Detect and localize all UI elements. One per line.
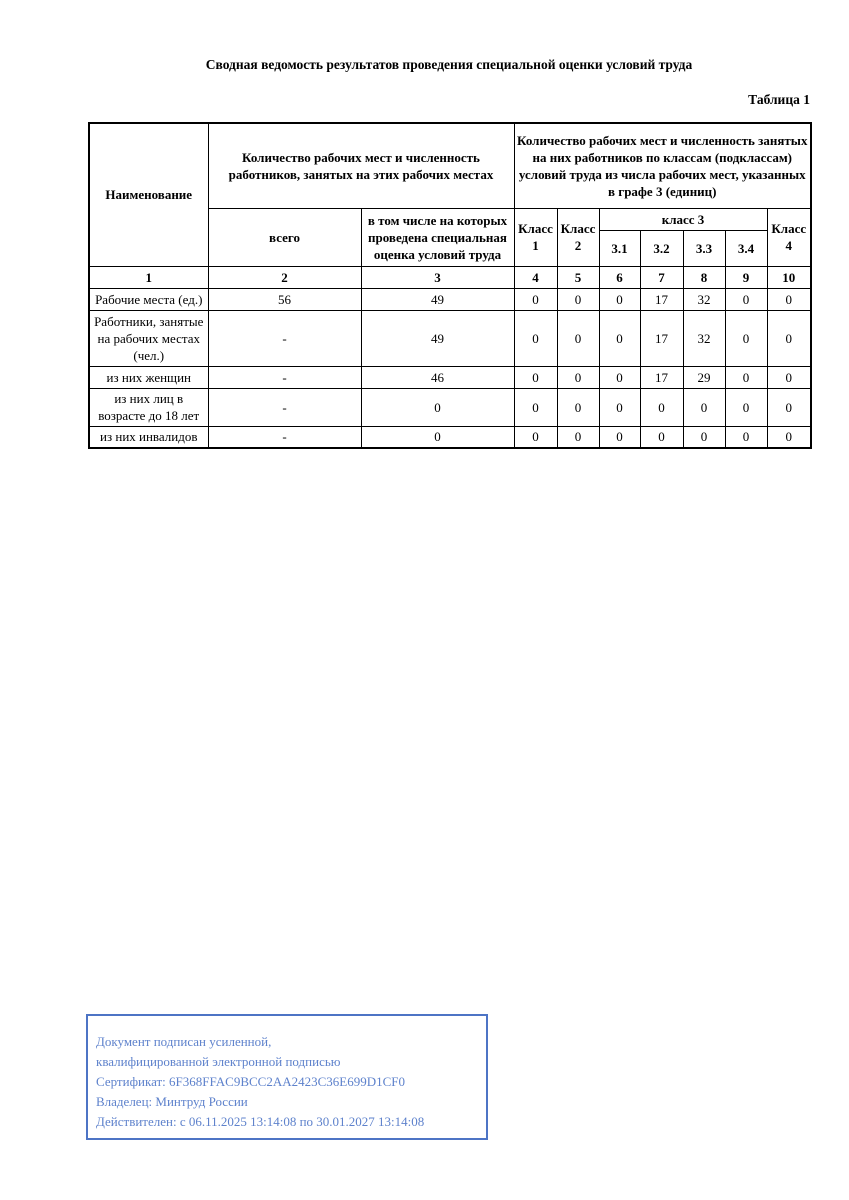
header-group-workplaces: Количество рабочих мест и численность работников, занятых на этих рабочих местах [208,123,514,208]
header-class-1: Класс 1 [514,208,557,266]
document-page [88,0,810,449]
header-class-3-group: класс 3 [599,208,767,230]
column-number-cell: 10 [767,266,811,288]
table-row-under-18 [89,388,811,426]
data-cell: 0 [557,388,599,426]
header-subclass-3-2: 3.2 [640,230,683,266]
column-number-cell: 8 [683,266,725,288]
signature-certificate-line: Сертификат: 6F368FFAC9BCC2AA2423C36E699D1CF0 [96,1074,406,1089]
data-cell: 0 [514,366,557,388]
data-cell: 0 [361,388,514,426]
table-row-workplaces [89,288,811,310]
page-title: Сводная ведомость результатов проведения специальной оценки условий труда [205,57,693,72]
data-cell: 0 [361,426,514,448]
column-number-cell: 4 [514,266,557,288]
data-cell: 0 [767,288,811,310]
header-class-2: Класс 2 [557,208,599,266]
data-cell: 0 [725,426,767,448]
data-cell: 0 [514,310,557,366]
data-cell: 0 [599,366,640,388]
data-cell: 0 [599,388,640,426]
data-cell: 17 [640,288,683,310]
data-cell: - [208,310,361,366]
data-cell: - [208,388,361,426]
header-subclass-3-3: 3.3 [683,230,725,266]
summary-table [88,122,812,449]
table-number-label: Таблица 1 [748,92,810,107]
signature-line: квалифицированной электронной подписью [96,1054,341,1069]
data-cell: 56 [208,288,361,310]
row-label-cell: Работники, занятые на рабочих местах (чел.) [89,310,208,366]
data-cell: 32 [683,310,725,366]
header-group-classes: Количество рабочих мест и численность занятых на них работников по классам (подклассам) условий труда из числа рабочих мест, указанных в графе 3 (единиц) [514,123,811,208]
signature-owner-line: Владелец: Минтруд России [96,1094,248,1109]
header-assessed: в том числе на которых проведена специальная оценка условий труда [361,208,514,266]
row-label-cell: из них лиц в возрасте до 18 лет [89,388,208,426]
data-cell: 0 [767,310,811,366]
data-cell: 17 [640,366,683,388]
data-cell: - [208,426,361,448]
data-cell: 0 [683,388,725,426]
header-subclass-3-4: 3.4 [725,230,767,266]
header-class-4: Класс 4 [767,208,811,266]
data-cell: 0 [599,310,640,366]
header-total: всего [208,208,361,266]
data-cell: 0 [767,426,811,448]
data-cell: 32 [683,288,725,310]
data-cell: 49 [361,288,514,310]
signature-line: Документ подписан усиленной, [96,1034,272,1049]
table-row-workers [89,310,811,366]
signature-validity-line: Действителен: с 06.11.2025 13:14:08 по 30.01.2027 13:14:08 [96,1114,425,1129]
data-cell: 0 [557,366,599,388]
data-cell: 46 [361,366,514,388]
data-cell: 0 [640,388,683,426]
data-cell: 0 [725,366,767,388]
data-cell: 0 [557,288,599,310]
data-cell: 0 [514,426,557,448]
column-number-cell: 9 [725,266,767,288]
data-cell: 17 [640,310,683,366]
column-number-cell: 5 [557,266,599,288]
data-cell: 0 [725,388,767,426]
data-cell: 29 [683,366,725,388]
table-row-disabled [89,426,811,448]
data-cell: 0 [599,426,640,448]
column-number-cell: 1 [89,266,208,288]
data-cell: 0 [683,426,725,448]
data-cell: 0 [599,288,640,310]
data-cell: 0 [767,366,811,388]
header-name-column: Наименование [89,123,208,266]
row-label-cell: из них женщин [89,366,208,388]
column-number-cell: 2 [208,266,361,288]
data-cell: - [208,366,361,388]
data-cell: 0 [640,426,683,448]
data-cell: 0 [557,426,599,448]
data-cell: 0 [514,388,557,426]
table-row-women [89,366,811,388]
row-label-cell: из них инвалидов [89,426,208,448]
data-cell: 49 [361,310,514,366]
header-subclass-3-1: 3.1 [599,230,640,266]
data-cell: 0 [767,388,811,426]
column-number-cell: 6 [599,266,640,288]
row-label-cell: Рабочие места (ед.) [89,288,208,310]
column-number-cell: 3 [361,266,514,288]
data-cell: 0 [514,288,557,310]
digital-signature-stamp [86,1014,488,1140]
data-cell: 0 [725,288,767,310]
data-cell: 0 [557,310,599,366]
column-number-cell: 7 [640,266,683,288]
data-cell: 0 [725,310,767,366]
